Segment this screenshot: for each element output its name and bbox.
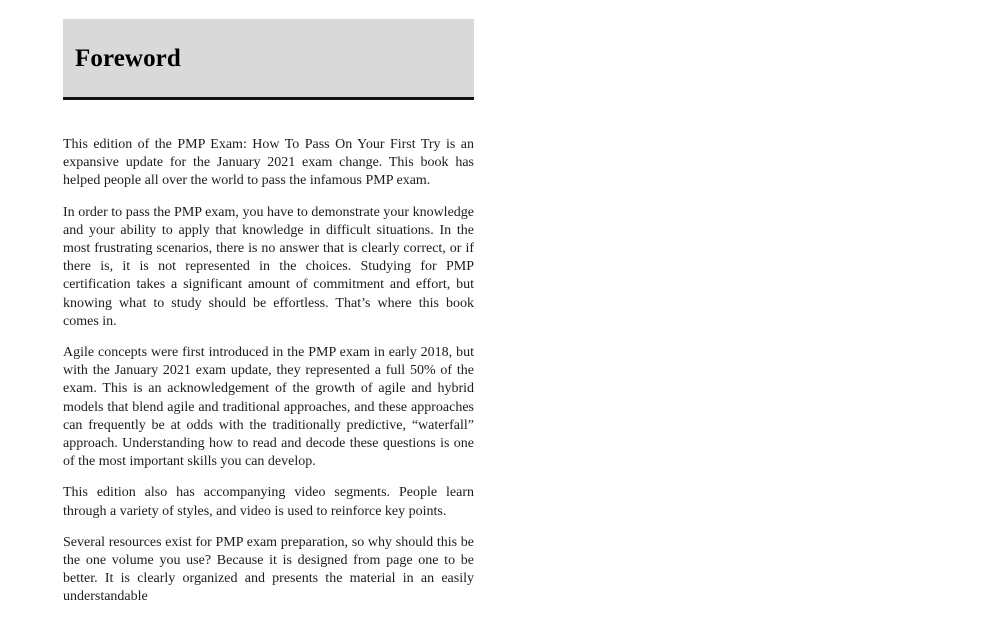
page-title: Foreword bbox=[75, 45, 181, 72]
page-column bbox=[63, 19, 474, 620]
paragraph-4: This edition also has accompanying video segments. People learn through a variety of styles, and video is used to reinforce key points. bbox=[63, 485, 474, 519]
paragraph-2: In order to pass the PMP exam, you have to demonstrate your knowledge and your ability to apply that knowledge in difficult situations. In the most frustrating scenarios, there is no answer that is clearly correct, or if there is, it is not represented in the choices. Studying for PMP certification takes a significant amount of commitment and effort, but knowing what to study should be effortless. That’s where this book comes in. bbox=[63, 204, 474, 329]
paragraph-5: Several resources exist for PMP exam preparation, so why should this be the one volume you use? Because it is designed from page one to be better. It is clearly organized and presents the material in an easily understandable bbox=[63, 534, 474, 605]
paragraph-1: This edition of the PMP Exam: How To Pass On Your First Try is an expansive update for the January 2021 exam change. This book has helped people all over the world to pass the infamous PMP exam. bbox=[63, 137, 474, 189]
section-title-band bbox=[63, 19, 474, 100]
paragraph-3: Agile concepts were first introduced in the PMP exam in early 2018, but with the January 2021 exam update, they represented a full 50% of the exam. This is an acknowledgement of the growth of agile and hybrid models that blend agile and traditional approaches, and these approaches can frequently be at odds with the traditionally predictive, “waterfall” approach. Understanding how to read and decode these questions is one of the most important skills you can develop. bbox=[63, 345, 474, 470]
body-text bbox=[63, 136, 474, 607]
